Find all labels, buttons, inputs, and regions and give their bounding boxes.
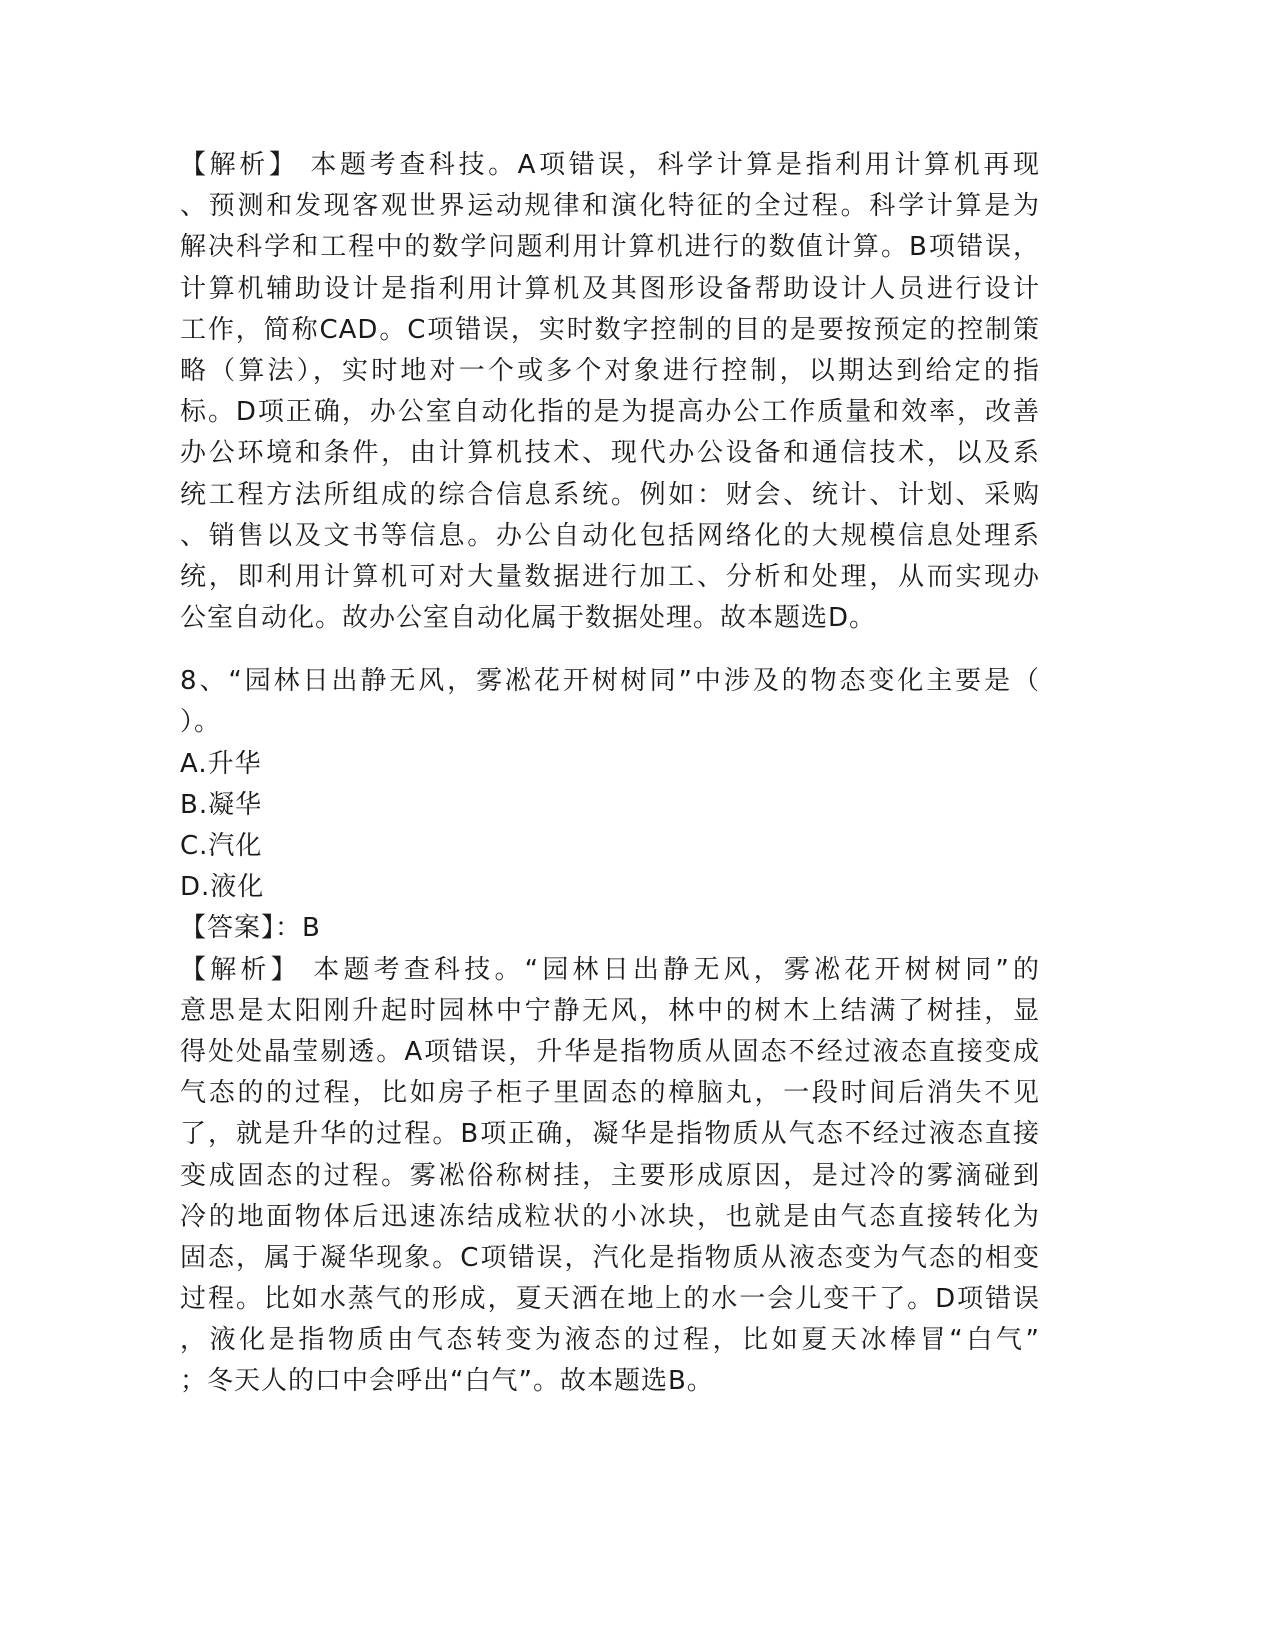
option-c: C.汽化 bbox=[180, 831, 263, 861]
option-a: A.升华 bbox=[180, 748, 262, 779]
explanation-line: 、销售以及文书等信息。办公自动化包括网络化的大规模信息处理系 bbox=[180, 520, 1040, 551]
explanation-line: 【解析】 本题考查科技。“园林日出静无风，雾凇花开树树同”的 bbox=[180, 954, 1040, 985]
explanation-line: 标。D项正确，办公室自动化指的是为提高办公工作质量和效率，改善 bbox=[180, 397, 1040, 428]
explanation-line: 冷的地面物体后迅速冻结成粒状的小冰块，也就是由气态直接转化为 bbox=[180, 1201, 1040, 1232]
explanation-line: 办公环境和条件，由计算机技术、现代办公设备和通信技术，以及系 bbox=[180, 438, 1040, 469]
document-page bbox=[180, 145, 1040, 1403]
explanation-line: 固态，属于凝华现象。C项错误，汽化是指物质从液态变为气态的相变 bbox=[180, 1242, 1040, 1273]
question-stem-line: ）。 bbox=[180, 707, 222, 738]
explanation-line: 了，就是升华的过程。B项正确，凝华是指物质从气态不经过液态直接 bbox=[180, 1119, 1040, 1150]
explanation-line: 、预测和发现客观世界运动规律和演化特征的全过程。科学计算是为 bbox=[180, 191, 1040, 222]
option-d: D.液化 bbox=[180, 872, 265, 903]
explanation-line: 气态的的过程，比如房子柜子里固态的樟脑丸，一段时间后消失不见 bbox=[180, 1078, 1040, 1109]
explanation-line: ；冬天人的口中会呼出“白气”。故本题选B。 bbox=[180, 1366, 714, 1397]
explanation-line: 过程。比如水蒸气的形成，夏天洒在地上的水一会儿变干了。D项错误 bbox=[180, 1284, 1040, 1315]
explanation-line: ，液化是指物质由气态转变为液态的过程，比如夏天冰棒冒“白气” bbox=[180, 1325, 1040, 1356]
option-b: B.凝华 bbox=[180, 789, 263, 820]
explanation-line: 得处处晶莹剔透。A项错误，升华是指物质从固态不经过液态直接变成 bbox=[180, 1036, 1040, 1067]
explanation-line: 略（算法），实时地对一个或多个对象进行控制，以期达到给定的指 bbox=[180, 355, 1040, 386]
explanation-q7 bbox=[180, 145, 1040, 639]
question-8 bbox=[180, 661, 1040, 1402]
explanation-line: 统工程方法所组成的综合信息系统。例如：财会、统计、计划、采购 bbox=[180, 479, 1040, 510]
explanation-line: 解决科学和工程中的数学问题利用计算机进行的数值计算。B项错误， bbox=[180, 232, 1040, 263]
explanation-line: 计算机辅助设计是指利用计算机及其图形设备帮助设计人员进行设计 bbox=[180, 273, 1040, 304]
answer-line: 【答案】：B bbox=[180, 913, 321, 944]
explanation-line: 工作，简称CAD。C项错误，实时数字控制的目的是要按预定的控制策 bbox=[180, 314, 1040, 345]
explanation-line: 意思是太阳刚升起时园林中宁静无风，林中的树木上结满了树挂，显 bbox=[180, 995, 1040, 1026]
explanation-line: 【解析】 本题考查科技。A项错误，科学计算是指利用计算机再现 bbox=[180, 150, 1040, 180]
explanation-line: 变成固态的过程。雾凇俗称树挂，主要形成原因，是过冷的雾滴碰到 bbox=[180, 1160, 1040, 1191]
explanation-line: 公室自动化。故办公室自动化属于数据处理。故本题选D。 bbox=[180, 603, 877, 634]
question-stem-line: 8、“园林日出静无风，雾凇花开树树同”中涉及的物态变化主要是（ bbox=[180, 666, 1040, 697]
explanation-line: 统，即利用计算机可对大量数据进行加工、分析和处理，从而实现办 bbox=[180, 561, 1040, 592]
